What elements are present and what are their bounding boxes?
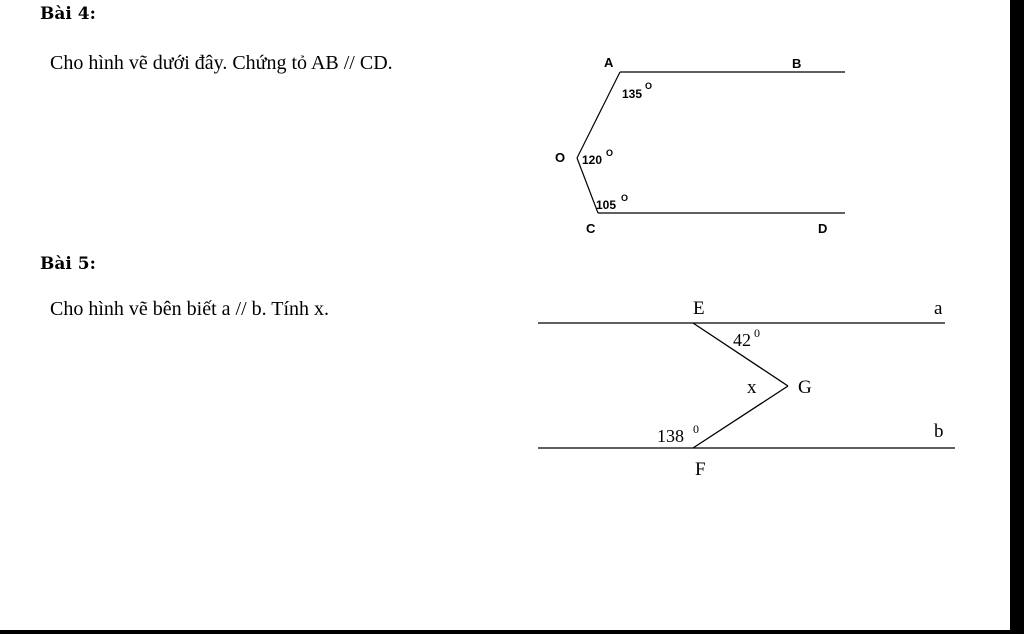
angle-f-value: 138: [657, 426, 684, 446]
label-e: E: [693, 298, 705, 319]
angle-e-value: 42: [733, 330, 751, 350]
angle-o-degree: O: [606, 148, 614, 158]
angle-f-degree: 0: [693, 422, 699, 436]
label-line-a: a: [934, 298, 943, 319]
angle-a-value: 135: [622, 87, 643, 101]
label-c: C: [586, 221, 596, 236]
segment-gf: [693, 386, 788, 448]
angle-c-value: 105: [596, 198, 617, 212]
bai4-heading: Bài 4:: [40, 4, 96, 24]
bai5-heading: Bài 5:: [40, 254, 96, 274]
angle-a-degree: O: [645, 81, 653, 91]
angle-x-label: x: [747, 377, 757, 398]
label-b: B: [792, 56, 802, 71]
bai5-problem-text: Cho hình vẽ bên biết a // b. Tính x.: [50, 298, 330, 320]
bai4-problem-text: Cho hình vẽ dưới đây. Chứng tỏ AB // CD.: [50, 52, 393, 74]
label-line-b: b: [934, 421, 944, 442]
angle-c-degree: O: [621, 193, 629, 203]
label-g: G: [798, 377, 812, 398]
label-d: D: [818, 221, 828, 236]
angle-o-value: 120: [582, 153, 603, 167]
label-f: F: [695, 459, 706, 480]
label-a: A: [604, 55, 614, 70]
label-o: O: [555, 150, 566, 165]
angle-e-degree: 0: [754, 326, 760, 340]
